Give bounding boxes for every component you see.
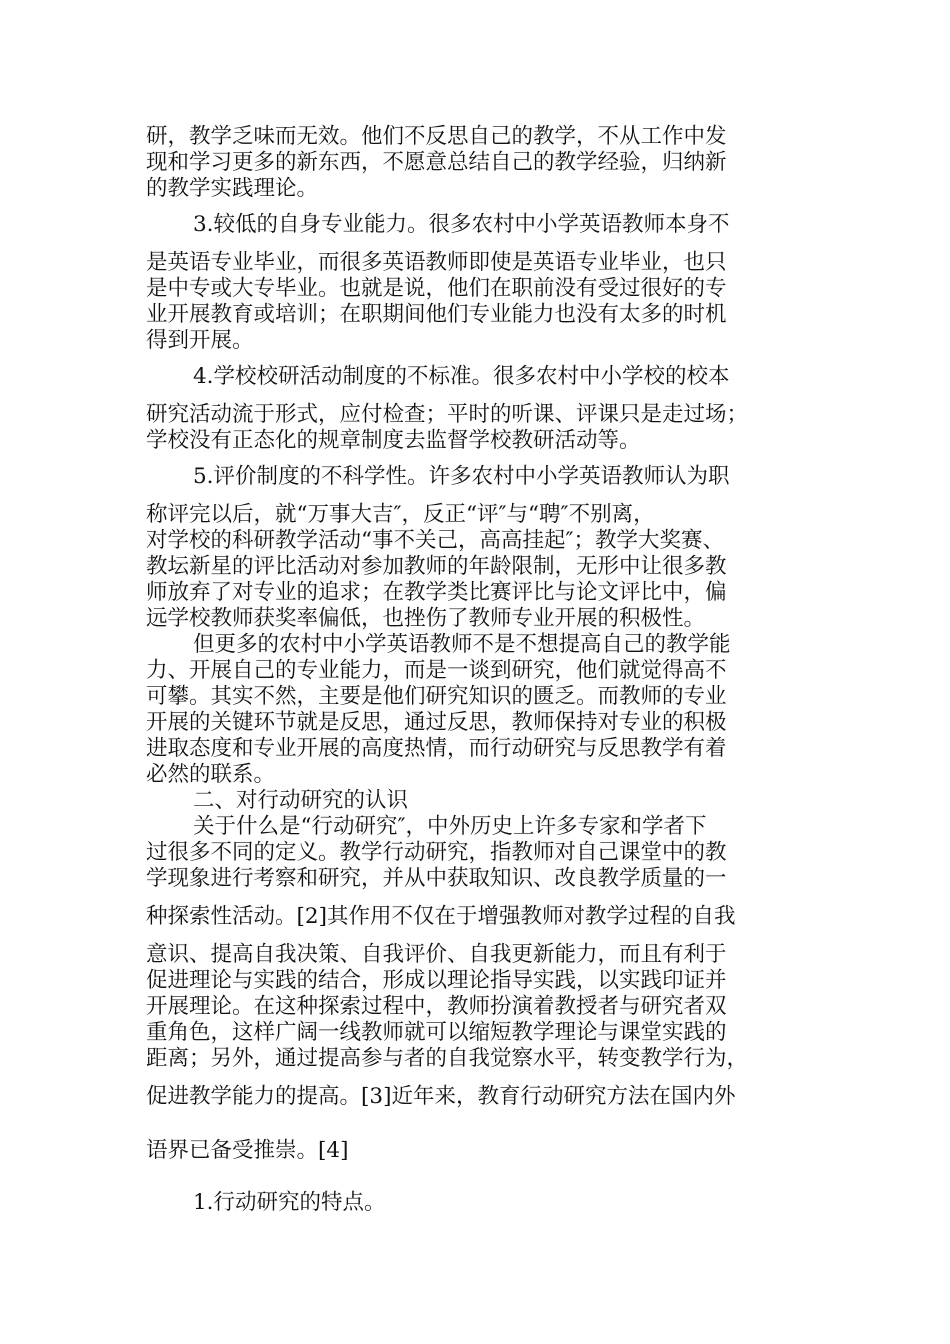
text-line: 的教学实践理论。 xyxy=(146,176,319,201)
text-line: 得到开展。 xyxy=(146,328,254,353)
subsection-heading: 1.行动研究的特点。 xyxy=(193,1190,386,1215)
section-heading: 二、对行动研究的认识 xyxy=(193,788,409,813)
text-line: 学现象进行考察和研究，并从中获取知识、改良教学质量的一 xyxy=(146,866,727,891)
text-line: 学校没有正态化的规章制度去监督学校教研活动等。 xyxy=(146,428,641,453)
text-line: 现和学习更多的新东西，不愿意总结自己的教学经验，归纳新 xyxy=(146,150,727,175)
text-line: 开展的关键环节就是反思，通过反思，教师保持对专业的积极 xyxy=(146,710,727,735)
text-line: 可攀。其实不然，主要是他们研究知识的匮乏。而教师的专业 xyxy=(146,684,727,709)
text-line: 力、开展自己的专业能力，而是一谈到研究，他们就觉得高不 xyxy=(146,658,727,683)
text-line: 3.较低的自身专业能力。很多农村中小学英语教师本身不 xyxy=(193,212,730,237)
text-line: 开展理论。在这种探索过程中，教师扮演着教授者与研究者双 xyxy=(146,994,727,1019)
text-line: 关于什么是“行动研究″，中外历史上许多专家和学者下 xyxy=(193,814,707,839)
text-line: 必然的联系。 xyxy=(146,762,276,787)
text-line: 过很多不同的定义。教学行动研究，指教师对自己课堂中的教 xyxy=(146,840,727,865)
text-line: 是中专或大专毕业。也就是说，他们在职前没有受过很好的专 xyxy=(146,276,727,301)
text-line: 距离；另外，通过提高参与者的自我觉察水平，转变教学行为， xyxy=(146,1046,749,1071)
text-line: 促进理论与实践的结合，形成以理论指导实践，以实践印证并 xyxy=(146,968,727,993)
text-line: 种探索性活动。[2]其作用不仅在于增强教师对教学过程的自我 xyxy=(146,904,736,929)
text-line: 研，教学乏味而无效。他们不反思自己的教学，不从工作中发 xyxy=(146,124,727,149)
text-line: 研究活动流于形式，应付检查；平时的听课、评课只是走过场； xyxy=(146,402,749,427)
text-line: 4.学校校研活动制度的不标准。很多农村中小学校的校本 xyxy=(193,364,730,389)
text-line: 称评完以后，就“万事大吉″，反正“评″与“聘″不别离， xyxy=(146,502,655,527)
text-line: 重角色，这样广阔一线教师就可以缩短教学理论与课堂实践的 xyxy=(146,1020,727,1045)
text-line: 师放弃了对专业的追求；在教学类比赛评比与论文评比中，偏 xyxy=(146,580,727,605)
text-line: 5.评价制度的不科学性。许多农村中小学英语教师认为职 xyxy=(193,464,730,489)
text-line: 教坛新星的评比活动对参加教师的年龄限制，无形中让很多教 xyxy=(146,554,727,579)
text-line: 远学校教师获奖率偏低，也挫伤了教师专业开展的积极性。 xyxy=(146,606,706,631)
text-line: 促进教学能力的提高。[3]近年来，教育行动研究方法在国内外 xyxy=(146,1084,736,1109)
text-line: 语界已备受推崇。[4] xyxy=(146,1138,349,1163)
text-line: 对学校的科研教学活动“事不关己，高高挂起″；教学大奖赛、 xyxy=(146,528,725,553)
text-line: 进取态度和专业开展的高度热情，而行动研究与反思教学有着 xyxy=(146,736,727,761)
text-line: 业开展教育或培训；在职期间他们专业能力也没有太多的时机 xyxy=(146,302,727,327)
text-line: 但更多的农村中小学英语教师不是不想提高自己的教学能 xyxy=(193,632,731,657)
text-line: 是英语专业毕业，而很多英语教师即使是英语专业毕业，也只 xyxy=(146,250,727,275)
text-line: 意识、提高自我决策、自我评价、自我更新能力，而且有利于 xyxy=(146,942,727,967)
